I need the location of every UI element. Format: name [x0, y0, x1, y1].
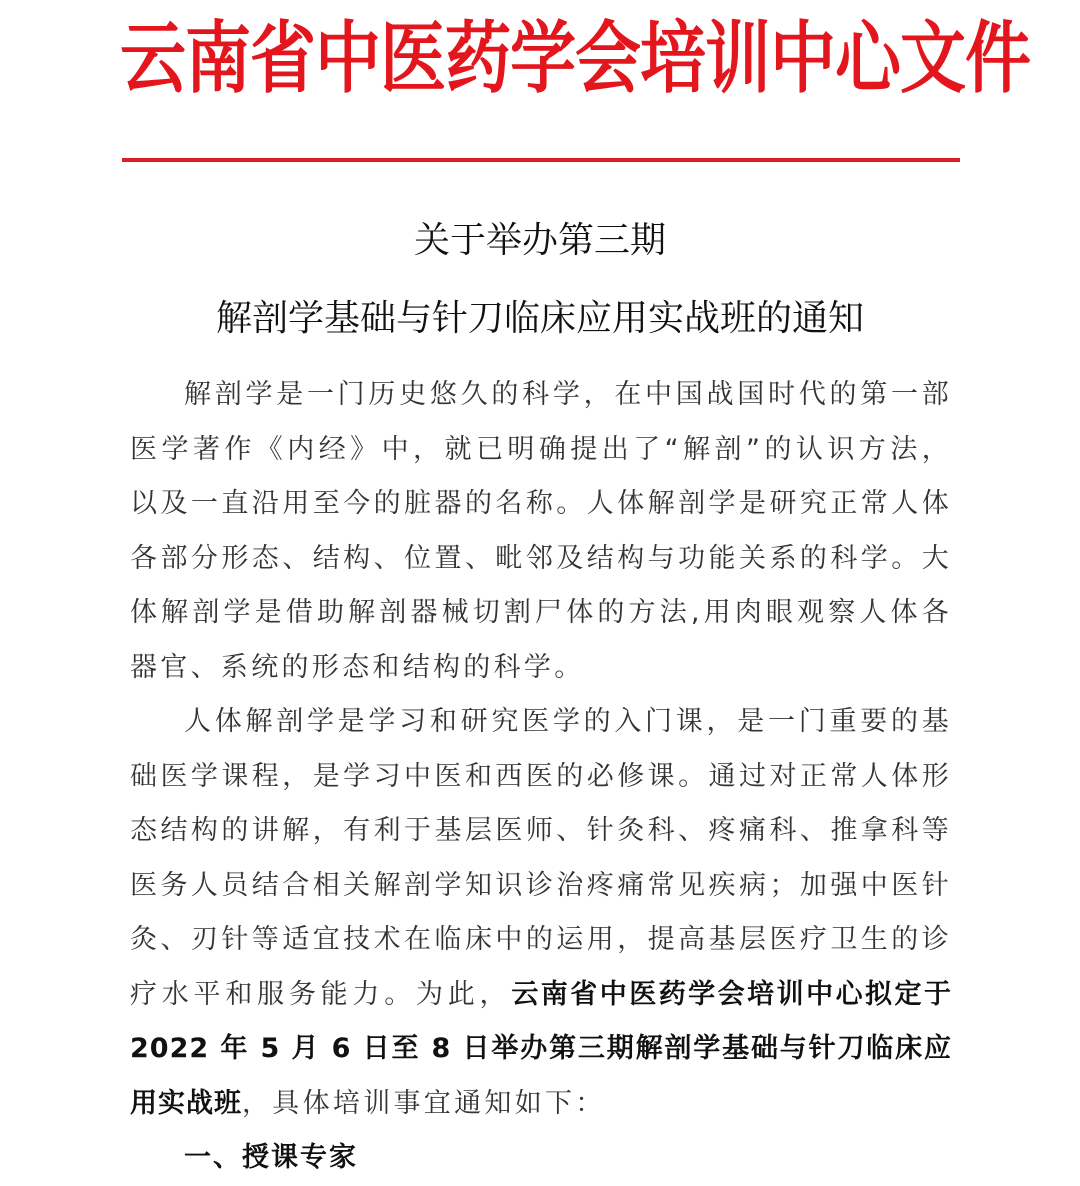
paragraph-text-before: 人体解剖学是学习和研究医学的入门课，是一门重要的基础医学课程，是学习中医和西医的必修课。通过对正常人体形态结构的讲解，有利于基层医师、针灸科、疼痛科、推拿科等医务人员结合相关解剖学知识诊治疼痛常见疾病；加强中医针灸、刃针等适宜技术在临床中的运用，提高基层医疗卫生的诊疗水平和服务能力。为此，	[130, 706, 952, 1010]
notice-title-line-1: 关于举办第三期	[413, 220, 666, 261]
section-heading-lecturers: 一、授课专家	[184, 1142, 358, 1173]
notice-title-line-2: 解剖学基础与针刀临床应用实战班的通知	[215, 298, 864, 339]
masthead-title: 云南省中医药学会培训中心文件	[120, 11, 1030, 105]
notice-body	[130, 368, 952, 1186]
paragraph-text-after: ，具体培训事宜通知如下：	[242, 1087, 606, 1119]
paragraph-course-purpose	[130, 695, 952, 1131]
paragraph-anatomy-intro: 解剖学是一门历史悠久的科学，在中国战国时代的第一部医学著作《内经》中，就已明确提出了“解剖”的认识方法，以及一直沿用至今的脏器的名称。人体解剖学是研究正常人体各部分形态、结构、位置、毗邻及结构与功能关系的科学。大体解剖学是借助解剖器械切割尸体的方法,用肉眼观察人体各器官、系统的形态和结构的科学。	[130, 379, 952, 683]
paragraph-bold-announcement: 云南省中医药学会培训中心拟定于 2022 年 5 月 6 日至 8 日举办第三期解剖学基础与针刀临床应用实战班	[130, 978, 952, 1119]
red-divider-rule	[122, 158, 960, 162]
